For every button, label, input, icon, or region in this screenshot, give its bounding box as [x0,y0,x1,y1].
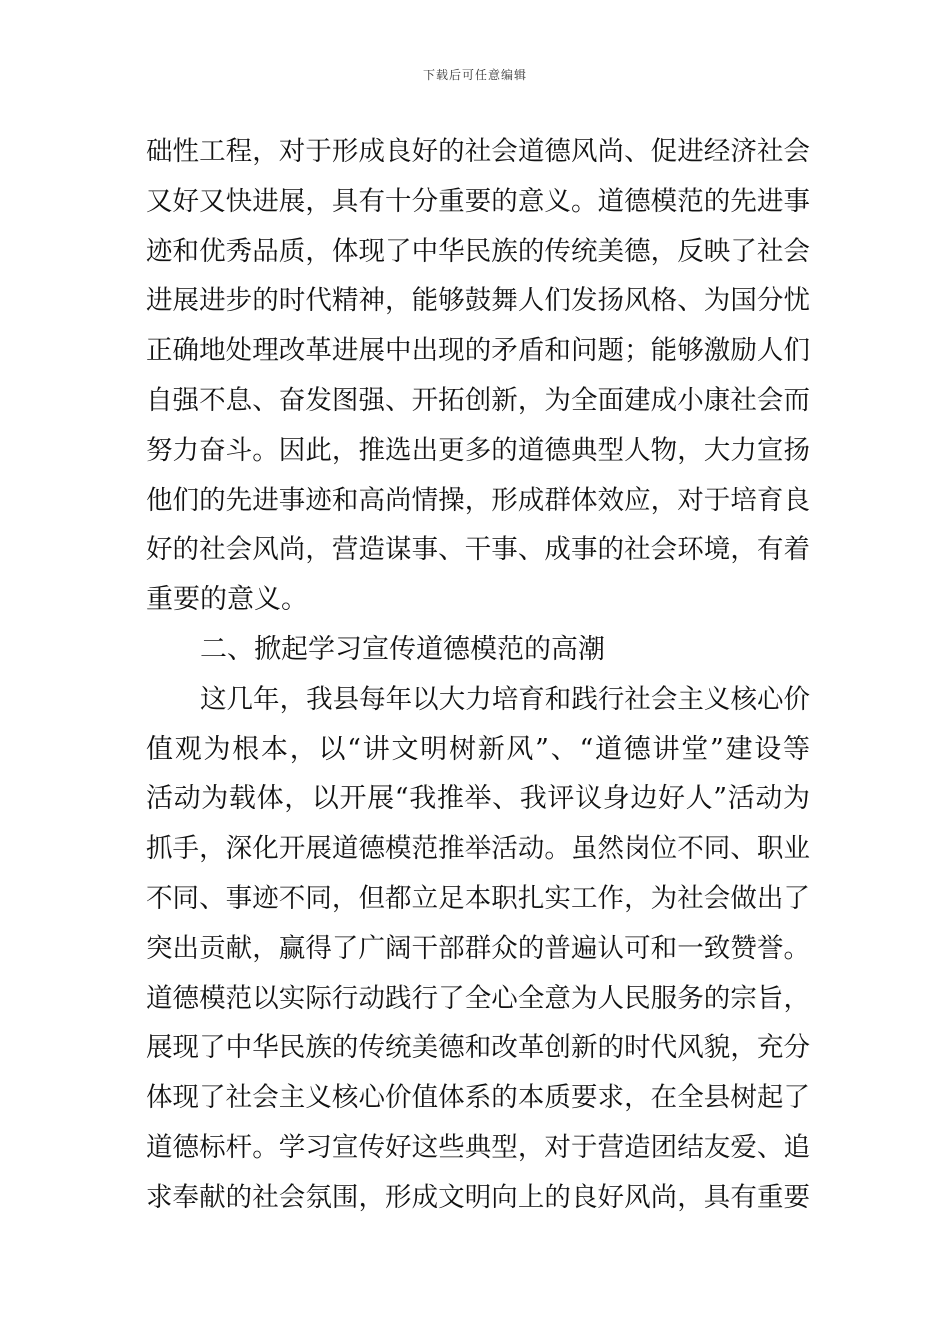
text-line: 进展进步的时代精神，能够鼓舞人们发扬风格、为国分忧 [146,285,810,317]
page-header: 下载后可任意编辑 [422,68,527,82]
text-line: 自强不息、奋发图强、开拓创新，为全面建成小康社会而 [146,384,810,416]
text-line: 体现了社会主义核心价值体系的本质要求，在全县树起了 [146,1082,810,1114]
text-line: 抓手，深化开展道德模范推举活动。虽然岗位不同、职业 [146,833,810,865]
text-line: 求奉献的社会氛围，形成文明向上的良好风尚，具有重要 [146,1181,810,1213]
text-line: 值观为根本，以“讲文明树新风”、“道德讲堂”建设等 [146,733,810,765]
text-line: 好的社会风尚，营造谋事、干事、成事的社会环境，有着 [146,534,810,566]
text-line: 道德模范以实际行动践行了全心全意为人民服务的宗旨， [146,982,810,1014]
text-line: 迹和优秀品质，体现了中华民族的传统美德，反映了社会 [146,235,810,267]
document-body [146,127,810,1223]
text-line: 他们的先进事迹和高尚情操，形成群体效应，对于培育良 [146,484,810,516]
text-line: 正确地处理改革进展中出现的矛盾和问题；能够激励人们 [146,335,810,367]
section-heading: 二、掀起学习宣传道德模范的高潮 [200,633,605,665]
paragraph-first-line: 这几年，我县每年以大力培育和践行社会主义核心价 [200,683,810,715]
text-line: 不同、事迹不同，但都立足本职扎实工作，为社会做出了 [146,882,810,914]
text-line: 努力奋斗。因此，推选出更多的道德典型人物，大力宣扬 [146,434,810,466]
text-line: 重要的意义。 [146,584,308,616]
text-line: 又好又快进展，具有十分重要的意义。道德模范的先进事 [146,185,810,217]
text-line: 础性工程，对于形成良好的社会道德风尚、促进经济社会 [146,136,810,167]
text-line: 活动为载体，以开展“我推举、我评议身边好人”活动为 [146,783,810,815]
text-line: 展现了中华民族的传统美德和改革创新的时代风貌，充分 [146,1032,810,1064]
text-line: 道德标杆。学习宣传好这些典型，对于营造团结友爱、追 [146,1131,810,1163]
text-line: 突出贡献，赢得了广阔干部群众的普遍认可和一致赞誉。 [146,932,810,964]
